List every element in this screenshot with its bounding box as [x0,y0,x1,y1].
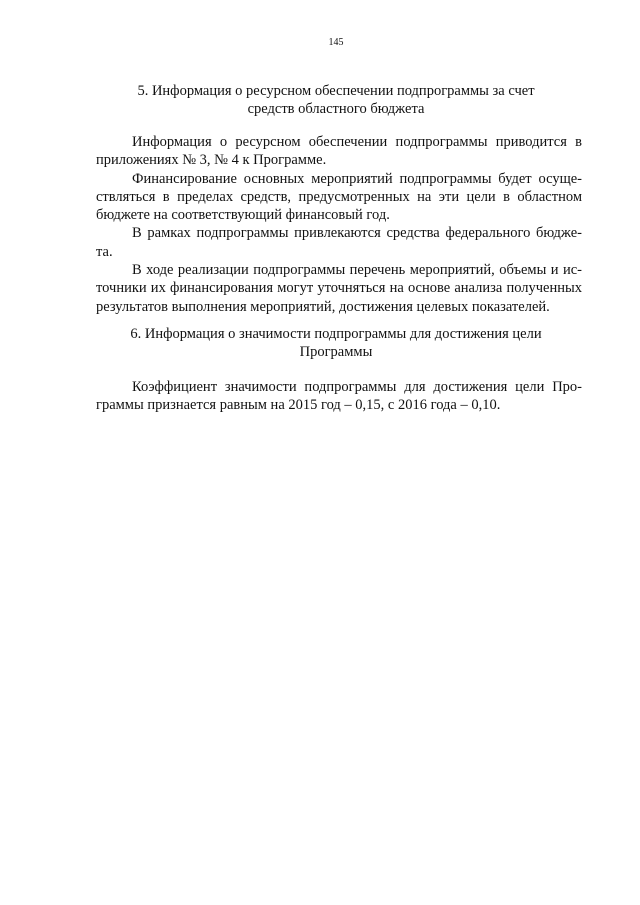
paragraph-federal-funds [96,224,582,261]
paragraph-line: та. [96,243,113,260]
paragraph-line: приложениях № 3, № 4 к Программе. [96,152,327,169]
section-5-heading-line-2: средств областного бюджета [247,101,425,117]
paragraph-line: бюджете на соответствующий финансовый год. [96,207,390,224]
paragraph-line: В ходе реализации подпрограммы перечень мероприятий, объемы и ис- [132,262,582,279]
paragraph-line: Финансирование основных мероприятий подпрограммы будет осуще- [132,170,582,187]
section-6-heading-line-2: Программы [299,344,373,360]
paragraph-resource-info [96,133,582,170]
paragraph-line: Информация о ресурсном обеспечении подпрограммы приводится в [132,134,582,150]
section-6-body [96,378,582,415]
section-6-heading-line-1: 6. Информация о значимости подпрограммы для достижения цели [130,326,542,342]
section-5-heading [96,82,576,118]
paragraph-significance-coefficient [96,378,582,415]
paragraph-implementation [96,261,582,316]
paragraph-line: Коэффициент значимости подпрограммы для достижения цели Про- [132,379,582,395]
paragraph-line: В рамках подпрограммы привлекаются средства федерального бюдже- [132,225,582,242]
section-5-heading-line-1: 5. Информация о ресурсном обеспечении подпрограммы за счет [137,83,535,99]
paragraph-line: граммы признается равным на 2015 год – 0,15, с 2016 года – 0,10. [96,397,501,414]
paragraph-financing [96,170,582,225]
page-number: 145 [328,37,344,48]
paragraph-line: ствляться в пределах средств, предусмотренных на эти цели в областном [96,188,582,205]
section-5-body [96,133,582,316]
paragraph-line: результатов выполнения мероприятий, достижения целевых показателей. [96,298,550,315]
section-6-heading [96,325,576,361]
paragraph-line: точники их финансирования могут уточняться на основе анализа полученных [96,280,582,297]
